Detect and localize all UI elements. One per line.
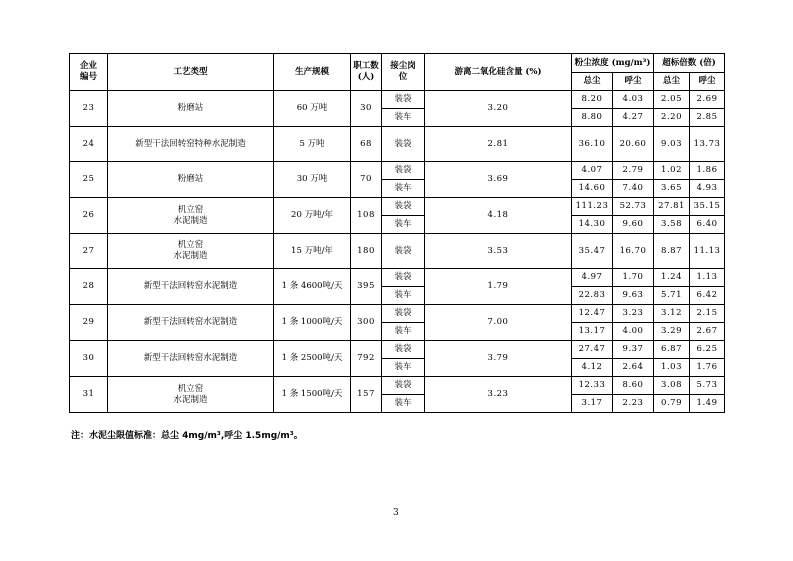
table-row — [70, 127, 725, 162]
process-type-cell: 机立窑 水泥制造 — [108, 234, 274, 269]
exceed-total-cell: 1.02 — [654, 162, 690, 180]
free-silica-cell: 3.79 — [425, 341, 572, 377]
workers-cell: 300 — [351, 305, 382, 341]
production-scale-cell: 1 条 1000吨/天 — [274, 305, 351, 341]
dust-post-cell: 装车 — [382, 395, 425, 413]
header-exceed-total: 总尘 — [654, 73, 690, 91]
free-silica-cell: 3.23 — [425, 377, 572, 413]
header-production-scale: 生产规模 — [274, 54, 351, 91]
header-exceed-resp: 呼尘 — [690, 73, 725, 91]
table-row — [70, 269, 725, 287]
exceed-resp-cell: 6.25 — [690, 341, 725, 359]
exceed-resp-cell: 13.73 — [690, 127, 725, 162]
exceed-resp-cell: 4.93 — [690, 180, 725, 198]
conc-total-cell: 27.47 — [572, 341, 613, 359]
exceed-total-cell: 9.03 — [654, 127, 690, 162]
exceed-total-cell: 3.29 — [654, 323, 690, 341]
process-type-cell: 新型干法回转窑特种水泥制造 — [108, 127, 274, 162]
table-row — [70, 305, 725, 323]
table-row — [70, 91, 725, 109]
exceed-total-cell: 1.24 — [654, 269, 690, 287]
header-exceed-multiple: 超标倍数 (倍) — [654, 54, 725, 73]
conc-resp-cell: 3.23 — [613, 305, 654, 323]
free-silica-cell: 3.20 — [425, 91, 572, 127]
exceed-resp-cell: 5.73 — [690, 377, 725, 395]
exceed-resp-cell: 1.76 — [690, 359, 725, 377]
free-silica-cell: 7.00 — [425, 305, 572, 341]
dust-post-cell: 装车 — [382, 216, 425, 234]
enterprise-id-cell: 23 — [70, 91, 108, 127]
enterprise-id-cell: 26 — [70, 198, 108, 234]
conc-resp-cell: 9.60 — [613, 216, 654, 234]
dust-post-cell: 装袋 — [382, 198, 425, 216]
footnote: 注：水泥尘限值标准：总尘 4mg/m³,呼尘 1.5mg/m³。 — [71, 431, 303, 441]
workers-cell: 30 — [351, 91, 382, 127]
header-workers: 职工数 (人) — [351, 54, 382, 91]
exceed-resp-cell: 1.86 — [690, 162, 725, 180]
conc-resp-cell: 2.79 — [613, 162, 654, 180]
dust-post-cell: 装袋 — [382, 269, 425, 287]
conc-total-cell: 36.10 — [572, 127, 613, 162]
workers-cell: 68 — [351, 127, 382, 162]
dust-post-cell: 装车 — [382, 109, 425, 127]
workers-cell: 157 — [351, 377, 382, 413]
workers-cell: 395 — [351, 269, 382, 305]
enterprise-id-cell: 24 — [70, 127, 108, 162]
exceed-resp-cell: 2.15 — [690, 305, 725, 323]
free-silica-cell: 4.18 — [425, 198, 572, 234]
exceed-resp-cell: 35.15 — [690, 198, 725, 216]
conc-resp-cell: 52.73 — [613, 198, 654, 216]
enterprise-id-cell: 31 — [70, 377, 108, 413]
conc-total-cell: 111.23 — [572, 198, 613, 216]
conc-total-cell: 8.20 — [572, 91, 613, 109]
conc-resp-cell: 16.70 — [613, 234, 654, 269]
conc-total-cell: 22.83 — [572, 287, 613, 305]
table-header — [70, 54, 725, 91]
conc-resp-cell: 4.27 — [613, 109, 654, 127]
dust-post-cell: 装车 — [382, 359, 425, 377]
process-type-cell: 机立窑 水泥制造 — [108, 198, 274, 234]
header-dust-concentration: 粉尘浓度 (mg/m³) — [572, 54, 654, 73]
conc-total-cell: 8.80 — [572, 109, 613, 127]
exceed-total-cell: 2.20 — [654, 109, 690, 127]
exceed-total-cell: 8.87 — [654, 234, 690, 269]
exceed-resp-cell: 2.67 — [690, 323, 725, 341]
header-free-silica: 游离二氧化硅含量 (%) — [425, 54, 572, 91]
conc-total-cell: 12.33 — [572, 377, 613, 395]
exceed-total-cell: 3.08 — [654, 377, 690, 395]
exceed-resp-cell: 2.69 — [690, 91, 725, 109]
workers-cell: 108 — [351, 198, 382, 234]
exceed-resp-cell: 11.13 — [690, 234, 725, 269]
conc-resp-cell: 7.40 — [613, 180, 654, 198]
conc-total-cell: 4.12 — [572, 359, 613, 377]
exceed-total-cell: 1.03 — [654, 359, 690, 377]
conc-resp-cell: 20.60 — [613, 127, 654, 162]
workers-cell: 70 — [351, 162, 382, 198]
dust-post-cell: 装袋 — [382, 127, 425, 162]
conc-total-cell: 4.97 — [572, 269, 613, 287]
enterprise-id-cell: 30 — [70, 341, 108, 377]
header-dust-post: 接尘岗 位 — [382, 54, 425, 91]
free-silica-cell: 3.69 — [425, 162, 572, 198]
exceed-resp-cell: 6.40 — [690, 216, 725, 234]
process-type-cell: 新型干法回转窑水泥制造 — [108, 269, 274, 305]
enterprise-id-cell: 29 — [70, 305, 108, 341]
conc-total-cell: 14.60 — [572, 180, 613, 198]
enterprise-id-cell: 28 — [70, 269, 108, 305]
table-row — [70, 377, 725, 395]
exceed-total-cell: 27.81 — [654, 198, 690, 216]
exceed-resp-cell: 2.85 — [690, 109, 725, 127]
exceed-total-cell: 3.58 — [654, 216, 690, 234]
conc-resp-cell: 8.60 — [613, 377, 654, 395]
dust-post-cell: 装袋 — [382, 91, 425, 109]
production-scale-cell: 1 条 1500吨/天 — [274, 377, 351, 413]
workers-cell: 792 — [351, 341, 382, 377]
dust-post-cell: 装袋 — [382, 377, 425, 395]
conc-resp-cell: 4.00 — [613, 323, 654, 341]
header-enterprise-id: 企业 编号 — [70, 54, 108, 91]
table-row — [70, 198, 725, 216]
process-type-cell: 机立窑 水泥制造 — [108, 377, 274, 413]
dust-post-cell: 装袋 — [382, 305, 425, 323]
production-scale-cell: 15 万吨/年 — [274, 234, 351, 269]
exceed-resp-cell: 1.49 — [690, 395, 725, 413]
exceed-resp-cell: 1.13 — [690, 269, 725, 287]
production-scale-cell: 5 万吨 — [274, 127, 351, 162]
process-type-cell: 粉磨站 — [108, 91, 274, 127]
conc-total-cell: 12.47 — [572, 305, 613, 323]
enterprise-id-cell: 25 — [70, 162, 108, 198]
enterprise-id-cell: 27 — [70, 234, 108, 269]
process-type-cell: 新型干法回转窑水泥制造 — [108, 305, 274, 341]
exceed-total-cell: 3.12 — [654, 305, 690, 323]
workers-cell: 180 — [351, 234, 382, 269]
conc-total-cell: 14.30 — [572, 216, 613, 234]
header-conc-resp: 呼尘 — [613, 73, 654, 91]
table-row — [70, 234, 725, 269]
exceed-total-cell: 5.71 — [654, 287, 690, 305]
production-scale-cell: 1 条 2500吨/天 — [274, 341, 351, 377]
conc-resp-cell: 1.70 — [613, 269, 654, 287]
dust-post-cell: 装袋 — [382, 341, 425, 359]
production-scale-cell: 60 万吨 — [274, 91, 351, 127]
conc-resp-cell: 2.64 — [613, 359, 654, 377]
free-silica-cell: 1.79 — [425, 269, 572, 305]
dust-post-cell: 装袋 — [382, 234, 425, 269]
conc-resp-cell: 9.63 — [613, 287, 654, 305]
conc-resp-cell: 4.03 — [613, 91, 654, 109]
conc-resp-cell: 2.23 — [613, 395, 654, 413]
production-scale-cell: 20 万吨/年 — [274, 198, 351, 234]
exceed-total-cell: 2.05 — [654, 91, 690, 109]
free-silica-cell: 3.53 — [425, 234, 572, 269]
header-process-type: 工艺类型 — [108, 54, 274, 91]
production-scale-cell: 1 条 4600吨/天 — [274, 269, 351, 305]
table-row — [70, 341, 725, 359]
conc-total-cell: 35.47 — [572, 234, 613, 269]
dust-post-cell: 装车 — [382, 180, 425, 198]
table-row — [70, 162, 725, 180]
dust-data-table — [69, 53, 725, 413]
table-body — [70, 91, 725, 413]
dust-post-cell: 装袋 — [382, 162, 425, 180]
exceed-total-cell: 6.87 — [654, 341, 690, 359]
header-conc-total: 总尘 — [572, 73, 613, 91]
process-type-cell: 粉磨站 — [108, 162, 274, 198]
production-scale-cell: 30 万吨 — [274, 162, 351, 198]
exceed-total-cell: 0.79 — [654, 395, 690, 413]
process-type-cell: 新型干法回转窑水泥制造 — [108, 341, 274, 377]
dust-post-cell: 装车 — [382, 287, 425, 305]
conc-resp-cell: 9.37 — [613, 341, 654, 359]
conc-total-cell: 4.07 — [572, 162, 613, 180]
page-number: 3 — [393, 508, 399, 518]
dust-post-cell: 装车 — [382, 323, 425, 341]
conc-total-cell: 3.17 — [572, 395, 613, 413]
conc-total-cell: 13.17 — [572, 323, 613, 341]
exceed-total-cell: 3.65 — [654, 180, 690, 198]
free-silica-cell: 2.81 — [425, 127, 572, 162]
exceed-resp-cell: 6.42 — [690, 287, 725, 305]
